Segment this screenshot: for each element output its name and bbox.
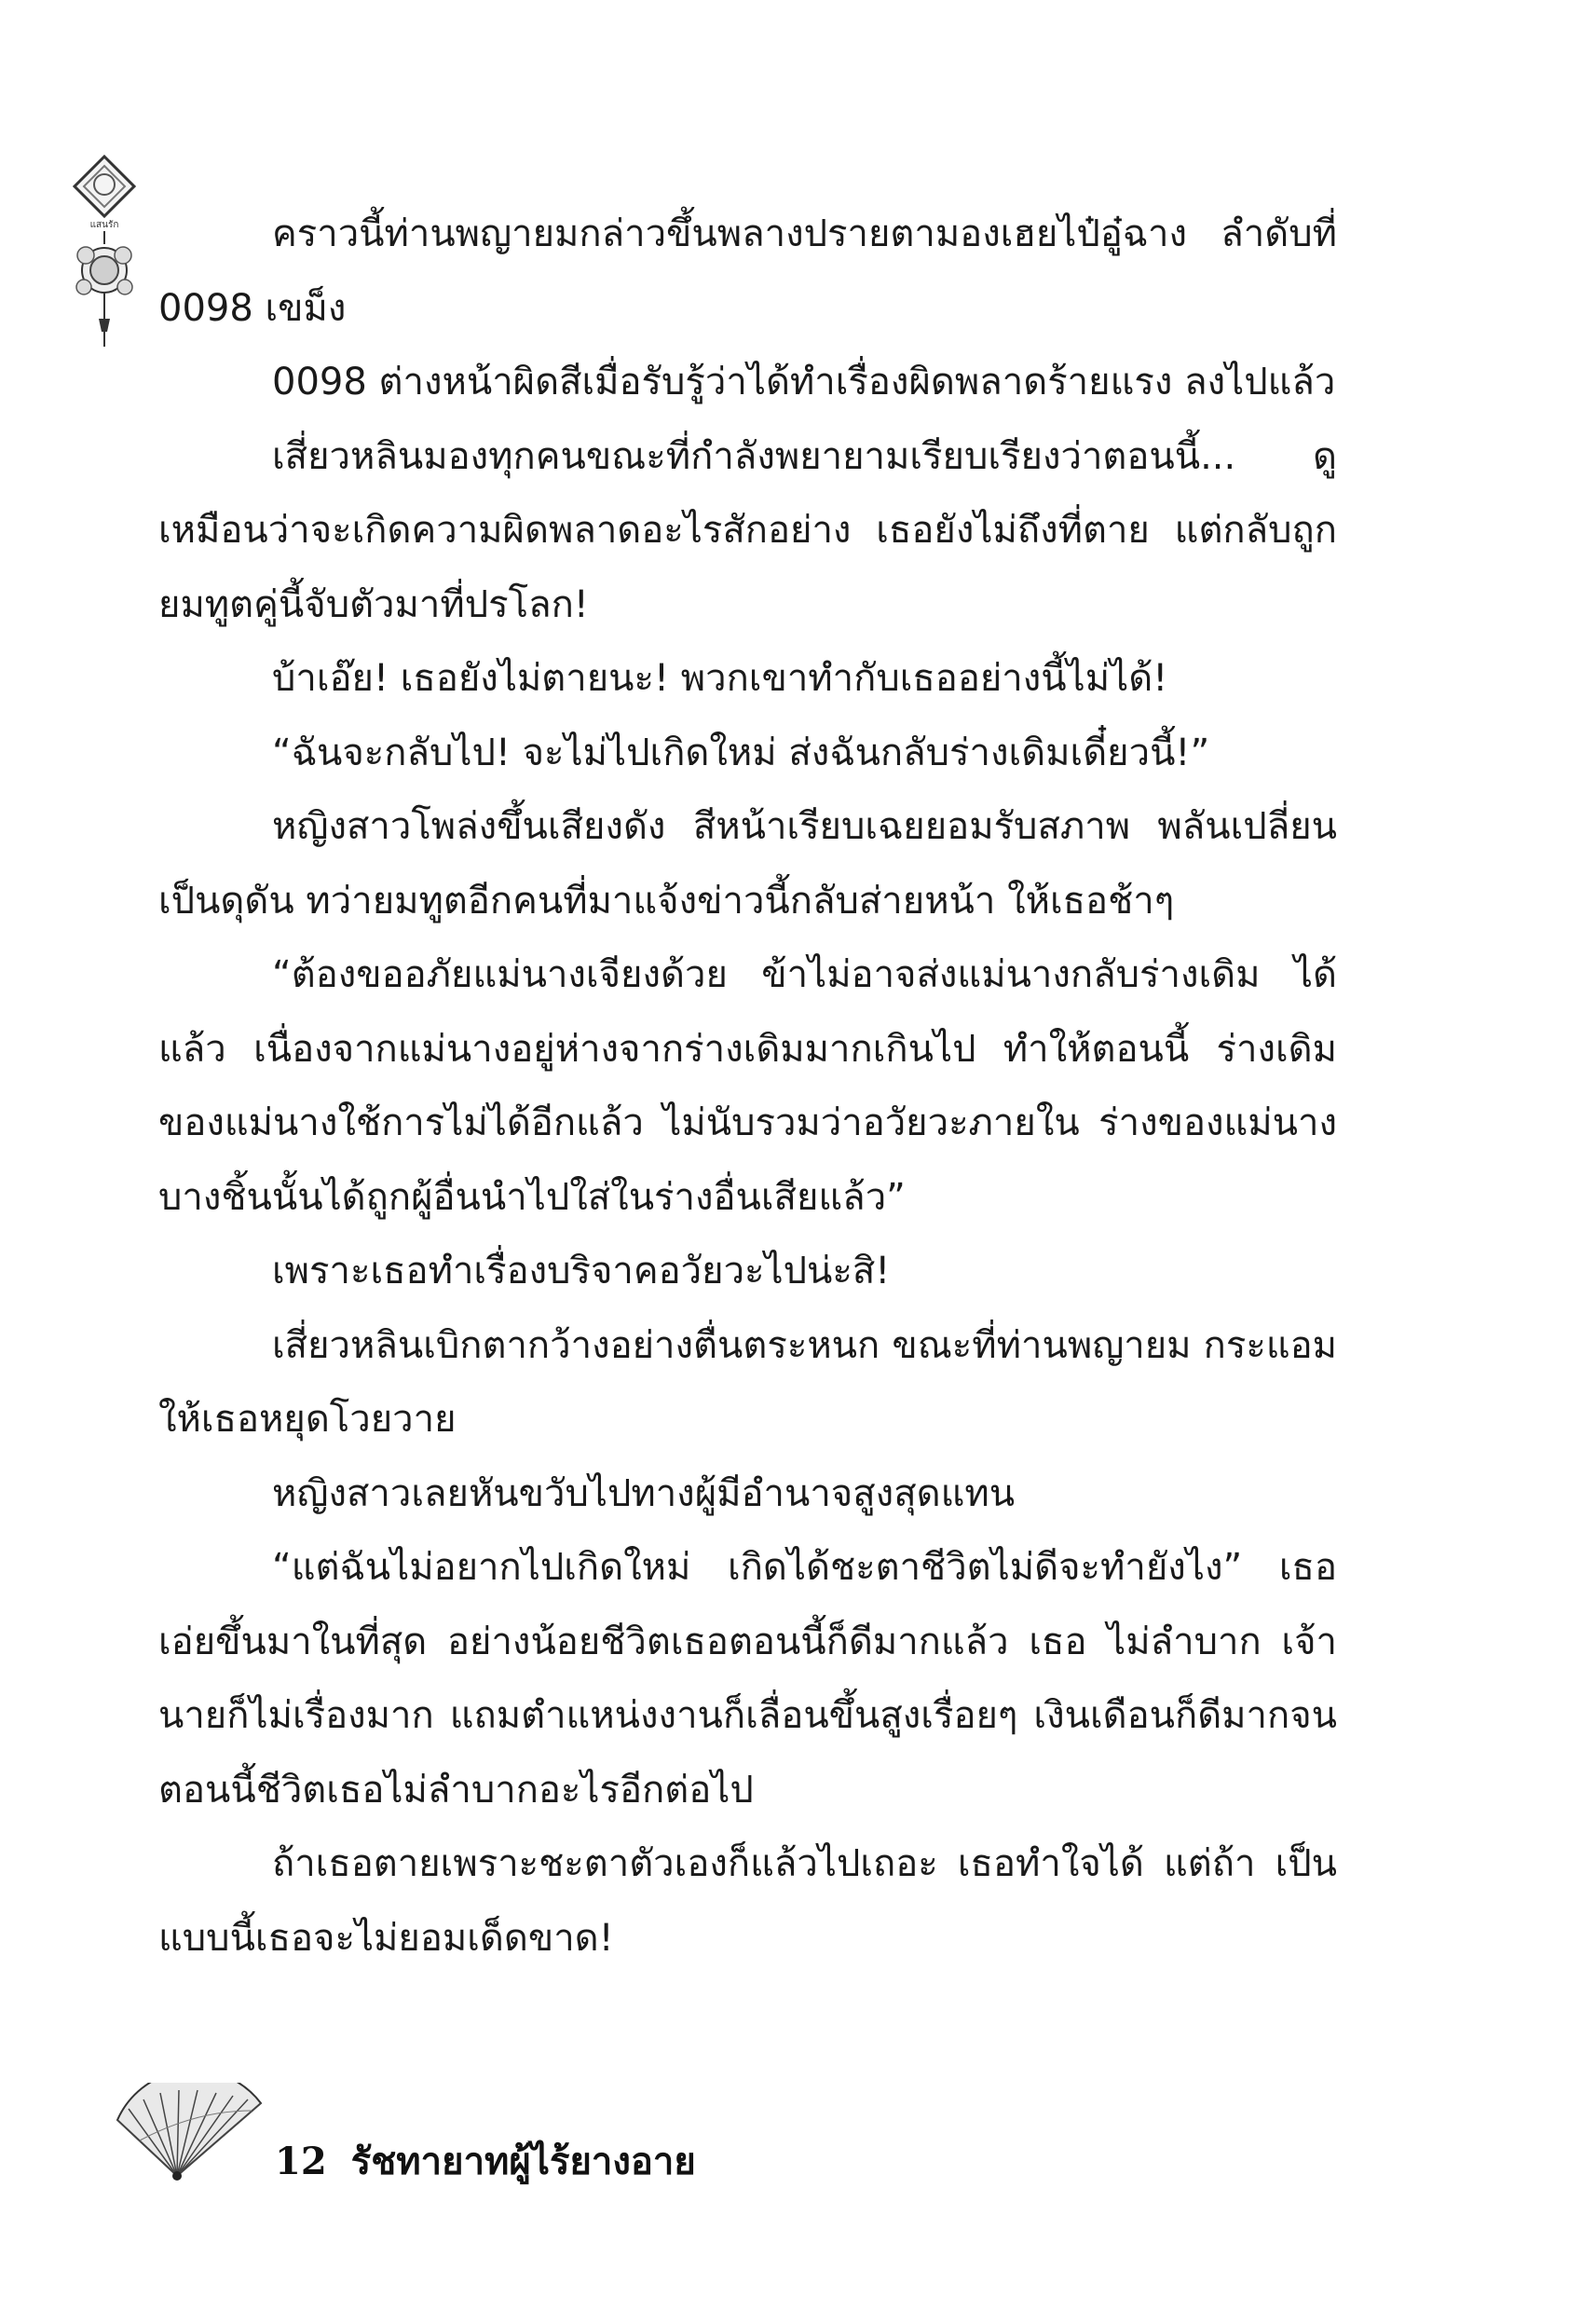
paragraph: ถ้าเธอตายเพราะชะตาตัวเองก็แล้วไปเถอะ เธอทำใจได้ แต่ถ้า เป็นแบบนี้เธอจะไม่ยอมเด็ดขาด! <box>158 1842 1337 1960</box>
chinese-knot-ornament-icon <box>67 155 142 350</box>
running-footer <box>275 2131 696 2191</box>
paragraph: เสี่ยวหลินเบิกตากว้างอย่างตื่นตระหนก ขณะที่ท่านพญายม กระแอมให้เธอหยุดโวยวาย <box>158 1323 1337 1441</box>
body-text <box>158 198 1337 1976</box>
paragraph: หญิงสาวโพล่งขึ้นเสียงดัง สีหน้าเรียบเฉยยอมรับสภาพ พลันเปลี่ยนเป็นดุดัน ทว่ายมทูตอีกคนที่มาแจ้งข่าวนี้กลับส่ายหน้า ให้เธอช้าๆ <box>158 805 1337 923</box>
paragraph: คราวนี้ท่านพญายมกล่าวขึ้นพลางปรายตามองเฮยไป๋อู๋ฉาง ลำดับที่ 0098 เขม็ง <box>158 212 1337 330</box>
page-number: 12 <box>275 2140 327 2183</box>
paragraph: “ต้องขออภัยแม่นางเจียงด้วย ข้าไม่อาจส่งแม่นางกลับร่างเดิม ได้แล้ว เนื่องจากแม่นางอยู่ห่างจากร่างเดิมมากเกินไป ทำให้ตอนนี้ ร่างเดิมของแม่นางใช้การไม่ได้อีกแล้ว ไม่นับรวมว่าอวัยวะภายใน ร่างของแม่นางบางชิ้นนั้นได้ถูกผู้อื่นนำไปใส่ในร่างอื่นเสียแล้ว” <box>158 953 1337 1219</box>
paragraph: “แต่ฉันไม่อยากไปเกิดใหม่ เกิดได้ชะตาชีวิตไม่ดีจะทำยังไง” เธอเอ่ยขึ้นมาในที่สุด อย่างน้อยชีวิตเธอตอนนี้ก็ดีมากแล้ว เธอ ไม่ลำบาก เจ้านายก็ไม่เรื่องมาก แถมตำแหน่งงานก็เลื่อนขึ้นสูงเรื่อยๆ เงินเดือนก็ดีมากจนตอนนี้ชีวิตเธอไม่ลำบากอะไรอีกต่อไป <box>158 1546 1337 1812</box>
paragraph: เพราะเธอทำเรื่องบริจาคอวัยวะไปน่ะสิ! <box>272 1250 891 1292</box>
paragraph: บ้าเอ๊ย! เธอยังไม่ตายนะ! พวกเขาทำกับเธออย่างนี้ไม่ได้! <box>272 657 1168 700</box>
book-title: รัชทายาทผู้ไร้ยางอาย <box>350 2140 696 2183</box>
paragraph: “ฉันจะกลับไป! จะไม่ไปเกิดใหม่ ส่งฉันกลับร่างเดิมเดี๋ยวนี้!” <box>272 731 1210 774</box>
paragraph: เสี่ยวหลินมองทุกคนขณะที่กำลังพยายามเรียบเรียงว่าตอนนี้... ดูเหมือนว่าจะเกิดความผิดพลาดอะไรสักอย่าง เธอยังไม่ถึงที่ตาย แต่กลับถูกยมทูตคู่นี้จับตัวมาที่ปรโลก! <box>158 434 1337 626</box>
paragraph: หญิงสาวเลยหันขวับไปทางผู้มีอำนาจสูงสุดแทน <box>272 1471 1016 1515</box>
folding-fan-icon <box>112 2083 266 2185</box>
ornament-emblem-text: แสนรัก <box>89 220 119 230</box>
page-footer <box>112 2083 950 2185</box>
paragraph: 0098 ต่างหน้าผิดสีเมื่อรับรู้ว่าได้ทำเรื่องผิดพลาดร้ายแรง ลงไปแล้ว <box>272 361 1336 403</box>
